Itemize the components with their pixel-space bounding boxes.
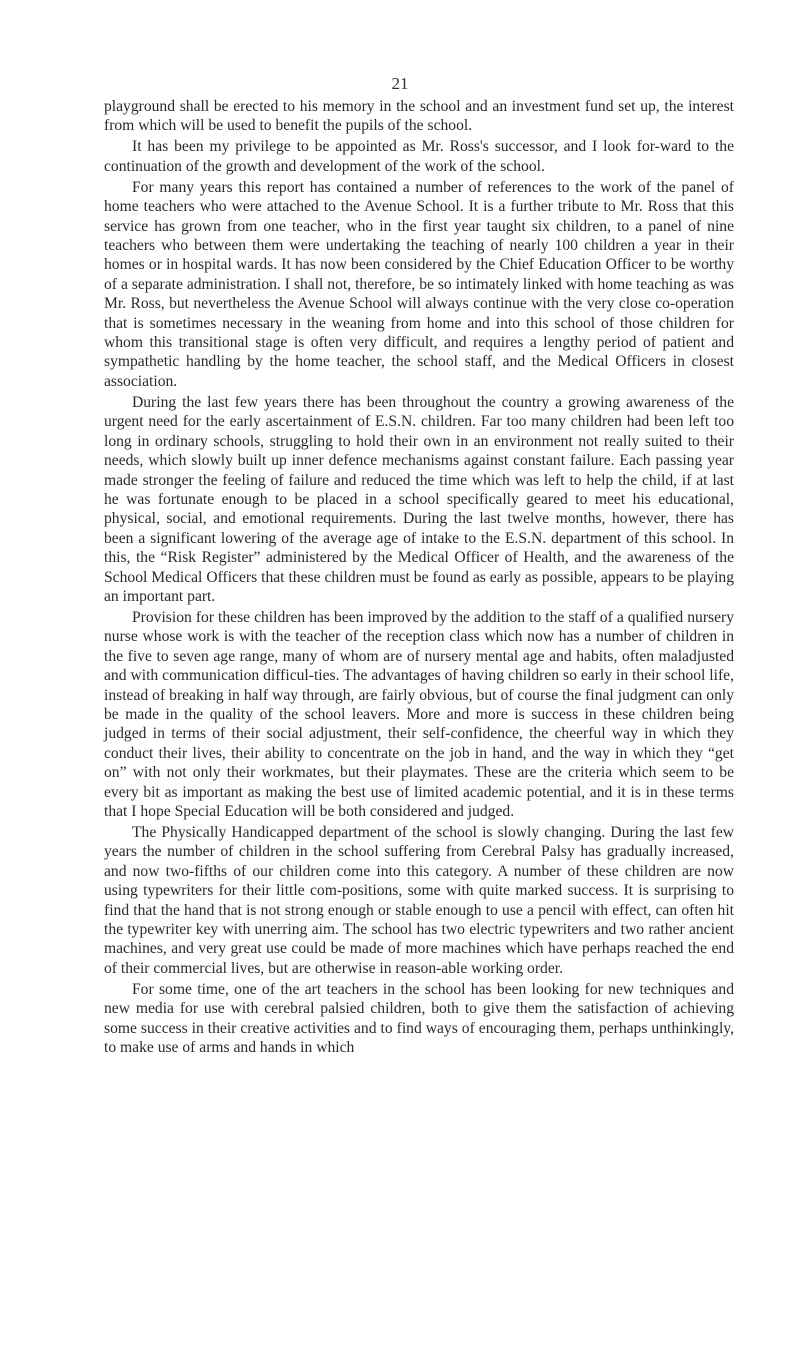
page-number: 21: [391, 74, 409, 93]
paragraph-nursery-provision: Provision for these children has been improved by the addition to the staff of a qualified nursery nurse whose work is with the teacher of the reception class which now has a number of children in the five to seven age range, many of whom are of nursery mental age and habits, often maladjusted and with communication difficul-ties. The advantages of having children so early in their school life, instead of breaking in half way through, are fairly obvious, but of course the final judgment can only be made in the quality of the school leavers. More and more is success in these children being judged in terms of their social adjustment, their self-confidence, the cheerful way in which they conduct their lives, their ability to concentrate on the job in hand, and the way in which they “get on” with not only their workmates, but their playmates. These are the criteria which seem to be every bit as important as making the best use of limited academic potential, and it is in these terms that I hope Special Education will be both considered and judged.: [104, 608, 734, 820]
paragraph-home-teachers: For many years this report has contained a number of references to the work of the panel of home teachers who were attached to the Avenue School. It is a further tribute to Mr. Ross that this service has grown from one teacher, who in the first year taught six children, to a panel of nine teachers who between them were undertaking the teaching of nearly 100 children a year in their homes or in hospital wards. It has now been considered by the Chief Education Officer to be worthy of a separate administration. I shall not, therefore, be so intimately linked with home teaching as was Mr. Ross, but nevertheless the Avenue School will always continue with the very close co-operation that is sometimes necessary in the weaning from home and into this school of those children for whom this transitional stage is often very difficult, and requires a lengthy period of patient and sympathetic handling by the home teacher, the school staff, and the Medical Officers in closest association.: [104, 178, 734, 390]
paragraph-art-techniques: For some time, one of the art teachers in the school has been looking for new techniques and new media for use with cerebral palsied children, both to give them the satisfaction of achieving some success in their creative activities and to find ways of encouraging them, perhaps unthinkingly, to make use of arms and hands in which: [104, 980, 734, 1057]
paragraph-successor: It has been my privilege to be appointed as Mr. Ross's successor, and I look for-ward to the continuation of the growth and development of the work of the school.: [104, 138, 734, 175]
paragraph-physically-handicapped: The Physically Handicapped department of the school is slowly changing. During the last few years the number of children in the school suffering from Cerebral Palsy has gradually increased, and now two-fifths of our children come into this category. A number of these children are now using typewriters for their little com-positions, some with quite marked success. It is surprising to find that the hand that is not strong enough or stable enough to use a pencil with effect, can often hit the typewriter key with unerring aim. The school has two electric typewriters and two rather ancient machines, and very great use could be made of more machines which have perhaps reached the end of their commercial lives, but are otherwise in reason-able working order.: [104, 824, 734, 977]
body-text: [104, 97, 734, 1059]
paragraph-playground-memorial: playground shall be erected to his memory in the school and an investment fund set up, the interest from which will be used to benefit the pupils of the school.: [104, 98, 734, 135]
paragraph-esn-ascertainment: During the last few years there has been throughout the country a growing awareness of the urgent need for the early ascertainment of E.S.N. children. Far too many children had been left too long in ordinary schools, struggling to hold their own in an environment not really suited to their needs, which slowly built up inner defence mechanisms against constant failure. Each passing year made stronger the feeling of failure and reduced the time which was left to help the child, if at last he was fortunate enough to be placed in a school specifically geared to meet his educational, physical, social, and emotional requirements. During the last twelve months, however, there has been a significant lowering of the average age of intake to the E.S.N. department of this school. In this, the “Risk Register” administered by the Medical Officer of Health, and the awareness of the School Medical Officers that these children must be found as early as possible, appears to be playing an important part.: [104, 393, 734, 605]
